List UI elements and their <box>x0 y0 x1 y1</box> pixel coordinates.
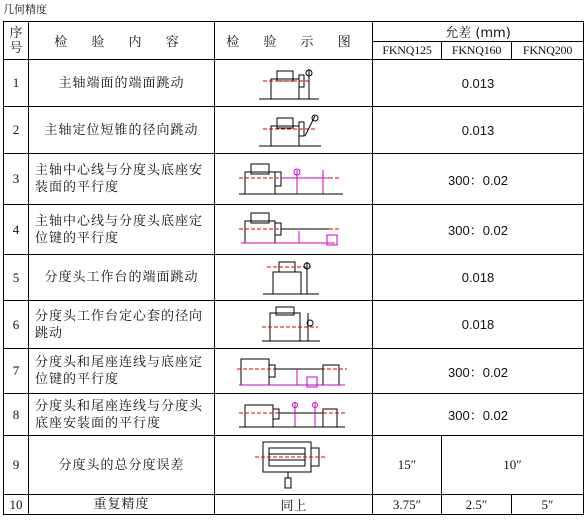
diagram-9 <box>215 436 373 495</box>
row-tolerance: 300：0.02 <box>373 394 584 436</box>
diagram-4 <box>215 205 373 255</box>
diagram-8 <box>215 394 373 436</box>
table-row <box>4 60 584 107</box>
header-tolerance: 允差 (mm) <box>373 22 584 42</box>
header-model-200: FKNQ200 <box>512 42 584 60</box>
row-number: 5 <box>4 255 29 301</box>
row-content: 重复精度 <box>29 495 215 515</box>
row-content: 主轴端面的端面跳动 <box>29 60 215 107</box>
table-row <box>4 495 584 515</box>
table-row <box>4 154 584 205</box>
row-number: 9 <box>4 436 29 495</box>
diagram-7 <box>215 349 373 394</box>
row-number: 1 <box>4 60 29 107</box>
table-row <box>4 255 584 301</box>
row-number: 6 <box>4 301 29 349</box>
header-model-160: FKNQ160 <box>442 42 512 60</box>
diagram-1 <box>215 60 373 107</box>
row-content: 主轴中心线与分度头底座定位键的平行度 <box>29 205 215 255</box>
table-row <box>4 301 584 349</box>
page-title: 几何精度 <box>3 3 47 16</box>
table-row <box>4 107 584 154</box>
row-number: 4 <box>4 205 29 255</box>
header-seq: 序号 <box>4 22 29 60</box>
row-content: 分度头工作台的端面跳动 <box>29 255 215 301</box>
header-diagram: 检 验 示 图 <box>215 22 373 60</box>
diagram-2 <box>215 107 373 154</box>
tol-fknq125: 15″ <box>373 436 442 495</box>
row-number: 10 <box>4 495 29 515</box>
row-tolerance: 0.018 <box>373 255 584 301</box>
row-number: 8 <box>4 394 29 436</box>
row-tolerance: 0.013 <box>373 60 584 107</box>
diagram-6 <box>215 301 373 349</box>
row-tolerance: 0.018 <box>373 301 584 349</box>
row-content: 主轴中心线与分度头底座安装面的平行度 <box>29 154 215 205</box>
row-number: 7 <box>4 349 29 394</box>
table-row <box>4 349 584 394</box>
tol-fknq200: 5″ <box>512 495 584 515</box>
row-tolerance: 300：0.02 <box>373 349 584 394</box>
table-row <box>4 394 584 436</box>
row-content: 分度头和尾座连线与分度头底座安装面的平行度 <box>29 394 215 436</box>
row-content: 分度头工作台定心套的径向跳动 <box>29 301 215 349</box>
tol-fknq125: 3.75″ <box>373 495 442 515</box>
table-row <box>4 205 584 255</box>
row-tolerance: 300：0.02 <box>373 205 584 255</box>
row-content: 分度头和尾座连线与底座定位键的平行度 <box>29 349 215 394</box>
row-content: 主轴定位短锥的径向跳动 <box>29 107 215 154</box>
tol-fknq160-200: 10″ <box>442 436 584 495</box>
row-number: 3 <box>4 154 29 205</box>
diagram-5 <box>215 255 373 301</box>
row-tolerance: 0.013 <box>373 107 584 154</box>
row-tolerance: 300：0.02 <box>373 154 584 205</box>
row-number: 2 <box>4 107 29 154</box>
geometric-accuracy-table <box>3 21 584 515</box>
header-content: 检 验 内 容 <box>29 22 215 60</box>
diagram-ref: 同上 <box>215 495 373 515</box>
tol-fknq160: 2.5″ <box>442 495 512 515</box>
diagram-3 <box>215 154 373 205</box>
row-content: 分度头的总分度误差 <box>29 436 215 495</box>
table-row <box>4 436 584 495</box>
header-model-125: FKNQ125 <box>373 42 442 60</box>
